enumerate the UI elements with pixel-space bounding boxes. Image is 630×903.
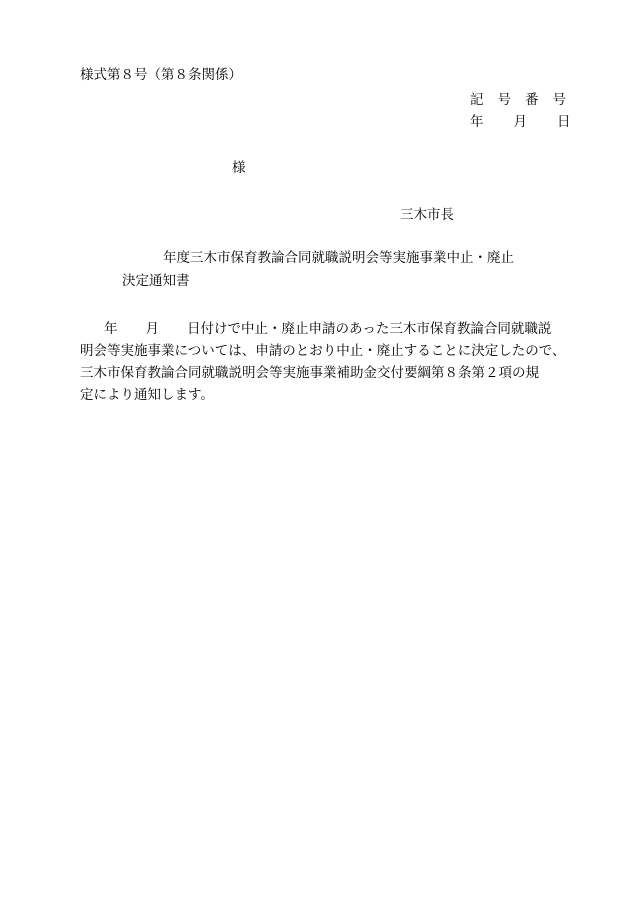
ref-ban: 番: [525, 92, 539, 108]
document-title-line2: 決定通知書: [122, 273, 190, 289]
date-month: 月: [513, 114, 527, 130]
ref-go: 号: [497, 92, 511, 108]
body-line-3: 三木市保育教論合同就職説明会等実施事業補助金交付要綱第８条第２項の規: [80, 365, 539, 381]
date-day: 日: [557, 114, 571, 130]
body-month: 月: [145, 321, 159, 337]
reference-number-row: [470, 91, 566, 109]
ref-ki: 記: [470, 92, 484, 108]
body-line-1: [80, 320, 551, 338]
document-title-line1: 年度三木市保育教論合同就職説明会等実施事業中止・廃止: [163, 250, 514, 266]
form-label: 様式第８号（第８条関係）: [80, 67, 242, 83]
date-year: 年: [470, 114, 484, 130]
ref-go2: 号: [552, 92, 566, 108]
body-year: 年: [104, 321, 118, 337]
addressee-suffix: 様: [232, 160, 246, 176]
sender-name: 三木市長: [400, 207, 454, 223]
body-line-2: 明会等実施事業については、申請のとおり中止・廃止することに決定したので、: [80, 343, 566, 359]
date-row: [470, 113, 571, 131]
body-line1-text: 日付けで中止・廃止申請のあった三木市保育教論合同就職説: [187, 321, 552, 337]
body-line-4: 定により通知します。: [80, 387, 214, 403]
